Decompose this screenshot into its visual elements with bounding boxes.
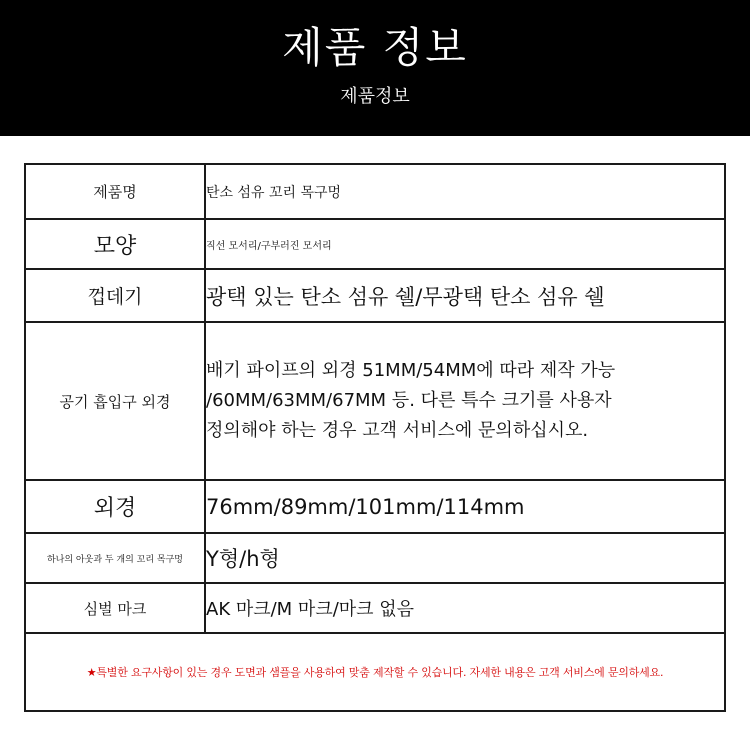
row-label-shape: 모양 — [25, 219, 205, 269]
row-value-tail-type: Y형/h형 — [205, 533, 725, 583]
table-row — [25, 164, 725, 219]
custom-order-note: ★특별한 요구사항이 있는 경우 도면과 샘플을 사용하여 맞춤 제작할 수 있습니다. 자세한 내용은 고객 서비스에 문의하세요. — [25, 633, 725, 711]
row-label-product-name: 제품명 — [25, 164, 205, 219]
row-value-outer-diameter: 76mm/89mm/101mm/114mm — [205, 480, 725, 533]
row-label-shell: 껍데기 — [25, 269, 205, 322]
intake-line-2: /60MM/63MM/67MM 등. 다른 특수 크기를 사용자 — [206, 390, 612, 411]
row-value-shell: 광택 있는 탄소 섬유 쉘/무광택 탄소 섬유 쉘 — [205, 269, 725, 322]
row-value-logo-mark: AK 마크/M 마크/마크 없음 — [205, 583, 725, 633]
product-spec-table — [24, 163, 726, 712]
table-row — [25, 322, 725, 480]
page-title: 제품 정보 — [282, 23, 468, 72]
row-label-outer-diameter: 외경 — [25, 480, 205, 533]
row-label-intake-diameter: 공기 흡입구 외경 — [25, 322, 205, 480]
row-value-intake-diameter — [205, 322, 725, 480]
row-label-tail-type: 하나의 아웃과 두 개의 꼬리 목구멍 — [25, 533, 205, 583]
row-value-product-name: 탄소 섬유 꼬리 목구멍 — [205, 164, 725, 219]
intake-line-3: 정의해야 하는 경우 고객 서비스에 문의하십시오. — [206, 420, 589, 441]
table-row — [25, 219, 725, 269]
intake-line-1: 배기 파이프의 외경 51MM/54MM에 따라 제작 가능 — [206, 360, 616, 381]
table-row — [25, 583, 725, 633]
row-value-shape: 직선 모서리/구부러진 모서리 — [205, 219, 725, 269]
table-row — [25, 269, 725, 322]
row-label-logo-mark: 심벌 마크 — [25, 583, 205, 633]
page-subtitle: 제품정보 — [340, 86, 410, 107]
header-banner — [0, 0, 750, 136]
table-row — [25, 633, 725, 711]
table-row — [25, 480, 725, 533]
table-row — [25, 533, 725, 583]
